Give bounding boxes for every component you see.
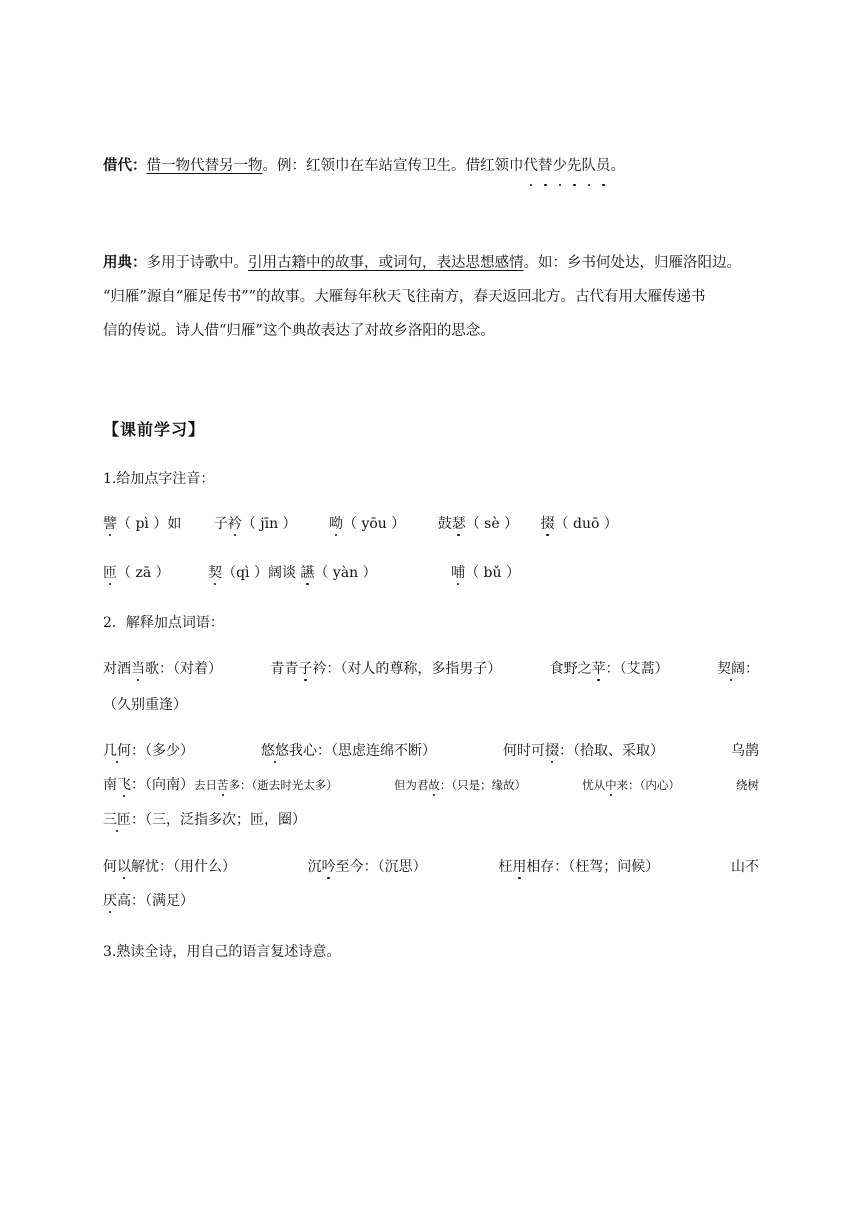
pinyin-item: 呦（ yōu ）: [329, 516, 405, 532]
gloss-item: 山不: [730, 859, 759, 875]
q3-title: 3.熟读全诗，用自己的语言复述诗意。: [103, 944, 341, 960]
q2-row6: 厌高：（满足）: [103, 890, 763, 910]
q2-row2: [103, 740, 759, 760]
gloss-item: 乌鹊: [731, 743, 759, 759]
gloss-item: 青青子衿：（对人的尊称，多指男子）: [270, 658, 501, 678]
dotted-char: 员: [596, 149, 611, 183]
gloss-item: 南飞：（向南）去日苦多：（逝去时光太多）: [103, 774, 338, 794]
pinyin-item: 掇（ duō ）: [541, 516, 618, 532]
gloss-item: 何以解忧：（用什么）: [103, 856, 236, 876]
gloss-item: 几何：（多少）: [103, 740, 194, 760]
yongdian-term: 用典：: [103, 255, 147, 271]
pinyin-item: 哺（ bǔ ）: [451, 565, 520, 581]
q2-row1-cont: （久别重逢）: [103, 697, 187, 713]
gloss-item: 契阔：: [717, 658, 759, 678]
dotted-char: 代: [524, 149, 539, 183]
dotted-char: 队: [582, 149, 597, 183]
yongdian-paragraph: 用典：多用于诗歌中。引用古籍中的故事，或词句，表达思想感情。如：乡书何处达，归雁洛阳边。 “归雁”源自“雁足传书””的故事。大雁每年秋天飞往南方，春天返回北方。古代有用大雁传递书 信的传说。诗人借“归雁”这个典故表达了对故乡洛阳的思念。: [103, 246, 763, 348]
gloss-item: 绕树: [735, 778, 759, 792]
section-title: 【课前学习】: [103, 420, 206, 439]
jiedai-example: 。例：红领巾在车站宣传卫生。借红领巾: [262, 158, 524, 174]
dotted-char: 先: [567, 149, 582, 183]
pinyin-item: 契（qì ）阔谈: [208, 565, 296, 581]
gloss-item: 食野之苹：（艾蒿）: [550, 658, 669, 678]
pinyin-item: 讌（ yàn ）: [300, 565, 376, 581]
q2-title: 2．解释加点词语：: [103, 615, 224, 631]
yongdian-definition: 引用古籍中的故事，或词句，表达思想感情: [248, 255, 524, 271]
dotted-char: 替: [538, 149, 553, 183]
gloss-item: 对酒当歌：（对着）: [103, 658, 222, 678]
gloss-item: 枉用相存：（枉驾；问候）: [498, 856, 659, 876]
jiedai-term: 借代：: [103, 158, 147, 174]
q1-title: 1.给加点字注音：: [103, 471, 215, 487]
jiedai-paragraph: 借代：借一物代替另一物。例：红领巾在车站宣传卫生。借红领巾代替少先队员。: [103, 149, 763, 183]
q2-row4: 三匝：（三，泛指多次；匝，圈）: [103, 809, 763, 829]
pinyin-item: 匝（ zā ）: [103, 565, 170, 581]
gloss-item: 但为君故：（只是；缘故）: [393, 778, 527, 792]
gloss-item: 何时可掇：（拾取、采取）: [503, 740, 664, 760]
pinyin-item: 子衿（ jīn ）: [214, 516, 297, 532]
q1-row1: [103, 513, 763, 533]
gloss-item: 悠悠我心：（思虑连绵不断）: [261, 740, 436, 760]
gloss-item: 忧从中来：（内心）: [582, 778, 680, 792]
q1-row2: [103, 562, 763, 582]
dotted-char: 少: [553, 149, 568, 183]
pinyin-item: 譬（ pì ）如: [103, 516, 181, 532]
pinyin-item: 鼓瑟（ sè ）: [438, 516, 518, 532]
jiedai-definition: 借一物代替另一物: [146, 158, 263, 174]
q2-row3: [103, 774, 759, 794]
yongdian-line3: 信的传说。诗人借“归雁”这个典故表达了对故乡洛阳的思念。: [103, 323, 495, 339]
q2-row1: [103, 658, 759, 678]
yongdian-line2: “归雁”源自“雁足传书””的故事。大雁每年秋天飞往南方，春天返回北方。古代有用大雁传递书: [103, 289, 706, 305]
q2-row5: [103, 856, 759, 876]
gloss-item: 沉吟至今：（沉思）: [308, 856, 427, 876]
